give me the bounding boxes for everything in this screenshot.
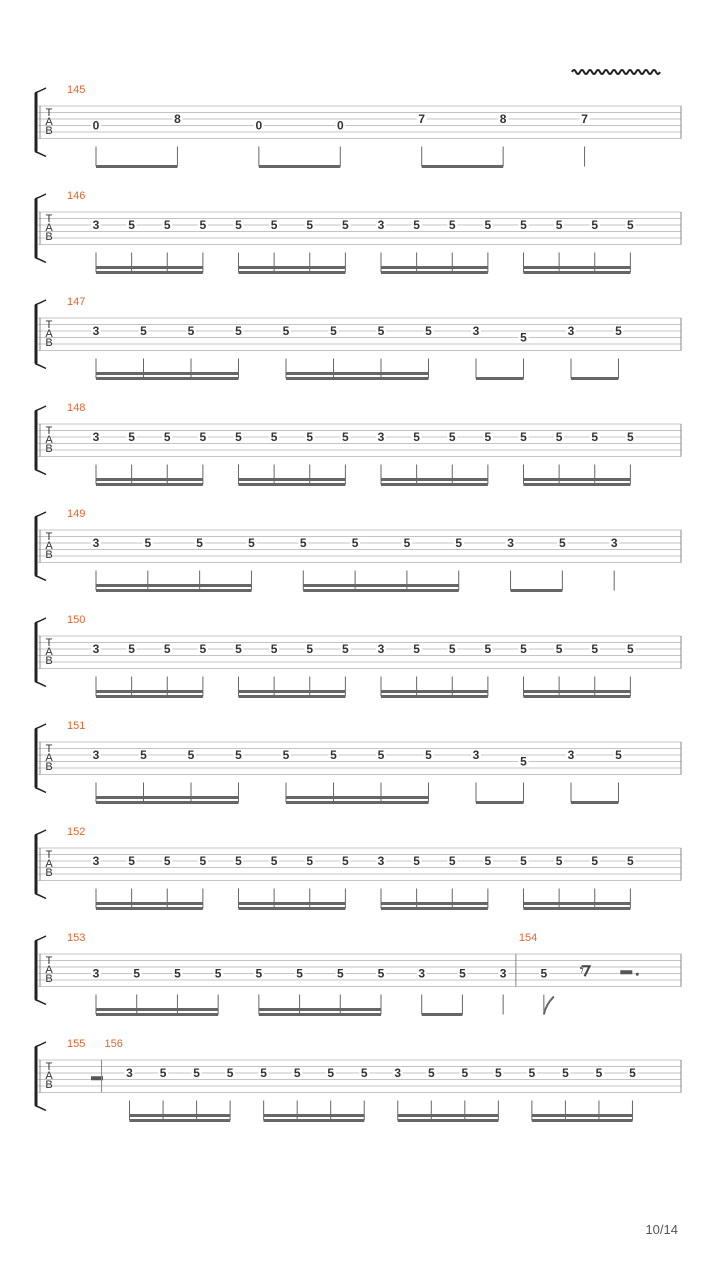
fret-number: 5: [306, 854, 314, 868]
fret-number: 5: [226, 1066, 234, 1080]
fret-number: 3: [92, 642, 100, 656]
fret-number: 7: [418, 112, 426, 126]
fret-number: 5: [342, 642, 349, 656]
tab-clef-letter: A: [45, 1070, 53, 1082]
fret-number: 5: [425, 748, 432, 762]
fret-number: 5: [306, 218, 314, 232]
system-bracket-top: [35, 512, 46, 517]
fret-number: 5: [615, 748, 622, 762]
fret-number: 5: [306, 642, 314, 656]
tab-clef-letter: A: [45, 646, 53, 658]
fret-number: 5: [595, 1066, 603, 1080]
tab-clef-letter: T: [45, 637, 53, 649]
fret-number: 5: [627, 642, 634, 656]
measure-number: 148: [67, 402, 86, 414]
system-bracket-bottom: [35, 1000, 46, 1005]
fret-number: 0: [336, 118, 344, 133]
note-flag: [544, 997, 554, 1015]
fret-number: 5: [270, 218, 278, 232]
system-bracket-bottom: [35, 364, 46, 369]
fret-number: 3: [567, 324, 575, 338]
measure-number: 146: [67, 190, 86, 202]
fret-number: 5: [282, 748, 290, 762]
fret-number: 8: [499, 112, 507, 126]
system-bracket-top: [35, 618, 46, 623]
fret-number: 5: [627, 854, 634, 868]
fret-number: 5: [163, 854, 171, 868]
fret-number: 5: [528, 1066, 536, 1080]
fret-number: 5: [235, 854, 242, 868]
fret-number: 3: [472, 748, 480, 762]
fret-number: 5: [342, 854, 349, 868]
fret-number: 5: [591, 430, 599, 444]
measure-number: 150: [67, 614, 86, 626]
fret-number: 8: [174, 112, 181, 126]
fret-number: 5: [495, 1066, 502, 1080]
fret-number: 5: [235, 430, 242, 444]
fret-number: 5: [377, 324, 385, 338]
tab-clef-letter: A: [45, 116, 53, 128]
fret-number: 5: [128, 218, 135, 232]
measure-number: 153: [67, 932, 86, 944]
fret-number: 5: [555, 854, 563, 868]
fret-number: 5: [591, 218, 599, 232]
system-bracket-top: [35, 724, 46, 729]
measure-number: 154: [518, 932, 538, 944]
fret-number: 5: [627, 430, 634, 444]
fret-number: 5: [413, 218, 420, 232]
fret-number: 3: [418, 966, 426, 981]
fret-number: 5: [555, 642, 563, 656]
tab-clef-letter: T: [45, 213, 53, 225]
fret-number: 5: [484, 430, 492, 444]
fret-number: 5: [377, 748, 385, 762]
fret-number: 5: [140, 324, 147, 338]
fret-number: 5: [163, 430, 171, 444]
fret-number: 5: [403, 536, 411, 550]
tab-clef-letter: B: [45, 1079, 53, 1091]
fret-number: 5: [459, 966, 466, 981]
tab-clef-letter: T: [45, 743, 53, 755]
fret-number: 3: [92, 748, 100, 762]
tab-clef-letter: B: [45, 125, 53, 137]
fret-number: 5: [163, 218, 171, 232]
system-bracket-bottom: [35, 682, 46, 687]
fret-number: 5: [296, 966, 303, 981]
system-bracket-bottom: [35, 576, 46, 581]
fret-number: 5: [133, 966, 141, 981]
measure-number: 147: [67, 296, 86, 308]
page-number: 10/14: [645, 1222, 678, 1237]
rest-dot: [636, 973, 639, 976]
fret-number: 5: [520, 854, 527, 868]
fret-number: 5: [293, 1066, 301, 1080]
system-bracket-top: [35, 1042, 46, 1047]
fret-number: 5: [520, 642, 527, 656]
fret-number: 5: [342, 218, 349, 232]
eighth-rest-icon: 𝄾: [579, 960, 584, 980]
fret-number: 3: [499, 966, 507, 981]
tab-clef-letter: B: [45, 443, 53, 455]
fret-number: 5: [555, 218, 563, 232]
fret-number: 5: [591, 642, 599, 656]
system-bracket-top: [35, 830, 46, 835]
fret-number: 5: [199, 642, 207, 656]
tab-clef-letter: B: [45, 549, 53, 561]
tab-clef-letter: B: [45, 973, 53, 985]
fret-number: 3: [377, 430, 385, 444]
fret-number: 5: [484, 642, 492, 656]
fret-number: 5: [199, 430, 207, 444]
tab-clef-letter: B: [45, 231, 53, 243]
fret-number: 3: [92, 430, 100, 444]
fret-number: 5: [235, 218, 242, 232]
tab-clef-letter: A: [45, 222, 53, 234]
system-bracket-bottom: [35, 470, 46, 475]
fret-number: 5: [540, 966, 548, 981]
fret-number: 5: [591, 854, 599, 868]
system-bracket-bottom: [35, 894, 46, 899]
tab-clef-letter: T: [45, 1061, 53, 1073]
tab-clef-letter: A: [45, 540, 53, 552]
fret-number: 5: [484, 854, 492, 868]
fret-number: 5: [336, 966, 344, 981]
fret-number: 5: [377, 966, 385, 981]
measure-number: 152: [67, 826, 86, 838]
tab-clef-letter: B: [45, 761, 53, 773]
fret-number: 5: [351, 536, 359, 550]
tab-clef-letter: A: [45, 434, 53, 446]
fret-number: 5: [448, 642, 456, 656]
fret-number: 5: [559, 536, 566, 550]
fret-number: 0: [92, 118, 100, 133]
tab-clef-letter: T: [45, 319, 53, 331]
measure-number: 149: [67, 508, 86, 520]
fret-number: 5: [235, 642, 242, 656]
fret-number: 3: [92, 218, 100, 232]
tab-clef-letter: A: [45, 328, 53, 340]
measure-number: 151: [67, 720, 86, 732]
fret-number: 5: [187, 324, 195, 338]
fret-number: 5: [140, 748, 147, 762]
fret-number: 3: [394, 1066, 402, 1080]
fret-number: 5: [615, 324, 622, 338]
system-bracket-bottom: [35, 788, 46, 793]
fret-number: 5: [199, 854, 207, 868]
fret-number: 3: [610, 536, 618, 550]
tab-clef-letter: B: [45, 337, 53, 349]
fret-number: 5: [255, 966, 263, 981]
fret-number: 5: [555, 430, 563, 444]
fret-number: 3: [377, 218, 385, 232]
fret-number: 5: [520, 330, 527, 345]
fret-number: 5: [282, 324, 290, 338]
measure-number: 156: [104, 1038, 123, 1050]
fret-number: 3: [92, 536, 100, 550]
system-bracket-bottom: [35, 258, 46, 263]
fret-number: 3: [377, 854, 385, 868]
fret-number: 5: [629, 1066, 636, 1080]
tab-clef-letter: B: [45, 655, 53, 667]
fret-number: 3: [472, 324, 480, 338]
fret-number: 3: [92, 966, 100, 981]
fret-number: 3: [126, 1066, 133, 1080]
fret-number: 5: [330, 324, 337, 338]
fret-number: 3: [377, 642, 385, 656]
fret-number: 5: [413, 430, 420, 444]
fret-number: 7: [581, 112, 588, 126]
fret-number: 5: [235, 748, 242, 762]
tab-clef-letter: T: [45, 531, 53, 543]
system-bracket-top: [35, 88, 46, 93]
fret-number: 5: [270, 854, 278, 868]
fret-number: 5: [484, 218, 492, 232]
fret-number: 3: [507, 536, 514, 550]
measure-number: 155: [67, 1038, 86, 1050]
fret-number: 5: [193, 1066, 200, 1080]
fret-number: 5: [520, 218, 527, 232]
tab-clef-letter: A: [45, 964, 53, 976]
fret-number: 5: [196, 536, 203, 550]
fret-number: 5: [270, 430, 278, 444]
fret-number: 5: [174, 966, 181, 981]
fret-number: 5: [163, 642, 171, 656]
system-bracket-top: [35, 300, 46, 305]
fret-number: 5: [427, 1066, 435, 1080]
tab-clef-letter: T: [45, 955, 53, 967]
fret-number: 5: [199, 218, 207, 232]
fret-number: 5: [270, 642, 278, 656]
fret-number: 5: [342, 430, 349, 444]
fret-number: 5: [520, 754, 527, 769]
tab-clef-letter: T: [45, 849, 53, 861]
fret-number: 5: [455, 536, 463, 550]
fret-number: 5: [299, 536, 307, 550]
system-bracket-top: [35, 194, 46, 199]
fret-number: 5: [448, 218, 456, 232]
fret-number: 5: [461, 1066, 469, 1080]
fret-number: 5: [425, 324, 432, 338]
rest-block: [620, 970, 632, 974]
tab-clef-letter: A: [45, 858, 53, 870]
fret-number: 5: [128, 854, 135, 868]
system-bracket-top: [35, 936, 46, 941]
vibrato-marking: [572, 70, 660, 74]
system-bracket-top: [35, 406, 46, 411]
fret-number: 5: [360, 1066, 368, 1080]
fret-number: 5: [627, 218, 634, 232]
fret-number: 5: [330, 748, 337, 762]
fret-number: 5: [448, 854, 456, 868]
fret-number: 5: [187, 748, 195, 762]
tab-clef-letter: A: [45, 752, 53, 764]
measure-number: 145: [67, 84, 86, 96]
fret-number: 5: [248, 536, 255, 550]
system-bracket-bottom: [35, 1106, 46, 1111]
fret-number: 5: [413, 854, 420, 868]
fret-number: 5: [128, 430, 135, 444]
fret-number: 5: [214, 966, 222, 981]
fret-number: 5: [327, 1066, 335, 1080]
fret-number: 5: [520, 430, 527, 444]
fret-number: 5: [159, 1066, 167, 1080]
fret-number: 3: [92, 854, 100, 868]
fret-number: 5: [144, 536, 152, 550]
fret-number: 5: [448, 430, 456, 444]
tab-clef-letter: T: [45, 425, 53, 437]
fret-number: 3: [567, 748, 575, 762]
fret-number: 5: [128, 642, 135, 656]
tab-clef-letter: B: [45, 867, 53, 879]
fret-number: 5: [413, 642, 420, 656]
tab-clef-letter: T: [45, 107, 53, 119]
fret-number: 5: [306, 430, 314, 444]
fret-number: 0: [255, 118, 263, 133]
fret-number: 5: [235, 324, 242, 338]
fret-number: 5: [562, 1066, 569, 1080]
fret-number: 5: [260, 1066, 267, 1080]
fret-number: 3: [92, 324, 100, 338]
system-bracket-bottom: [35, 152, 46, 157]
